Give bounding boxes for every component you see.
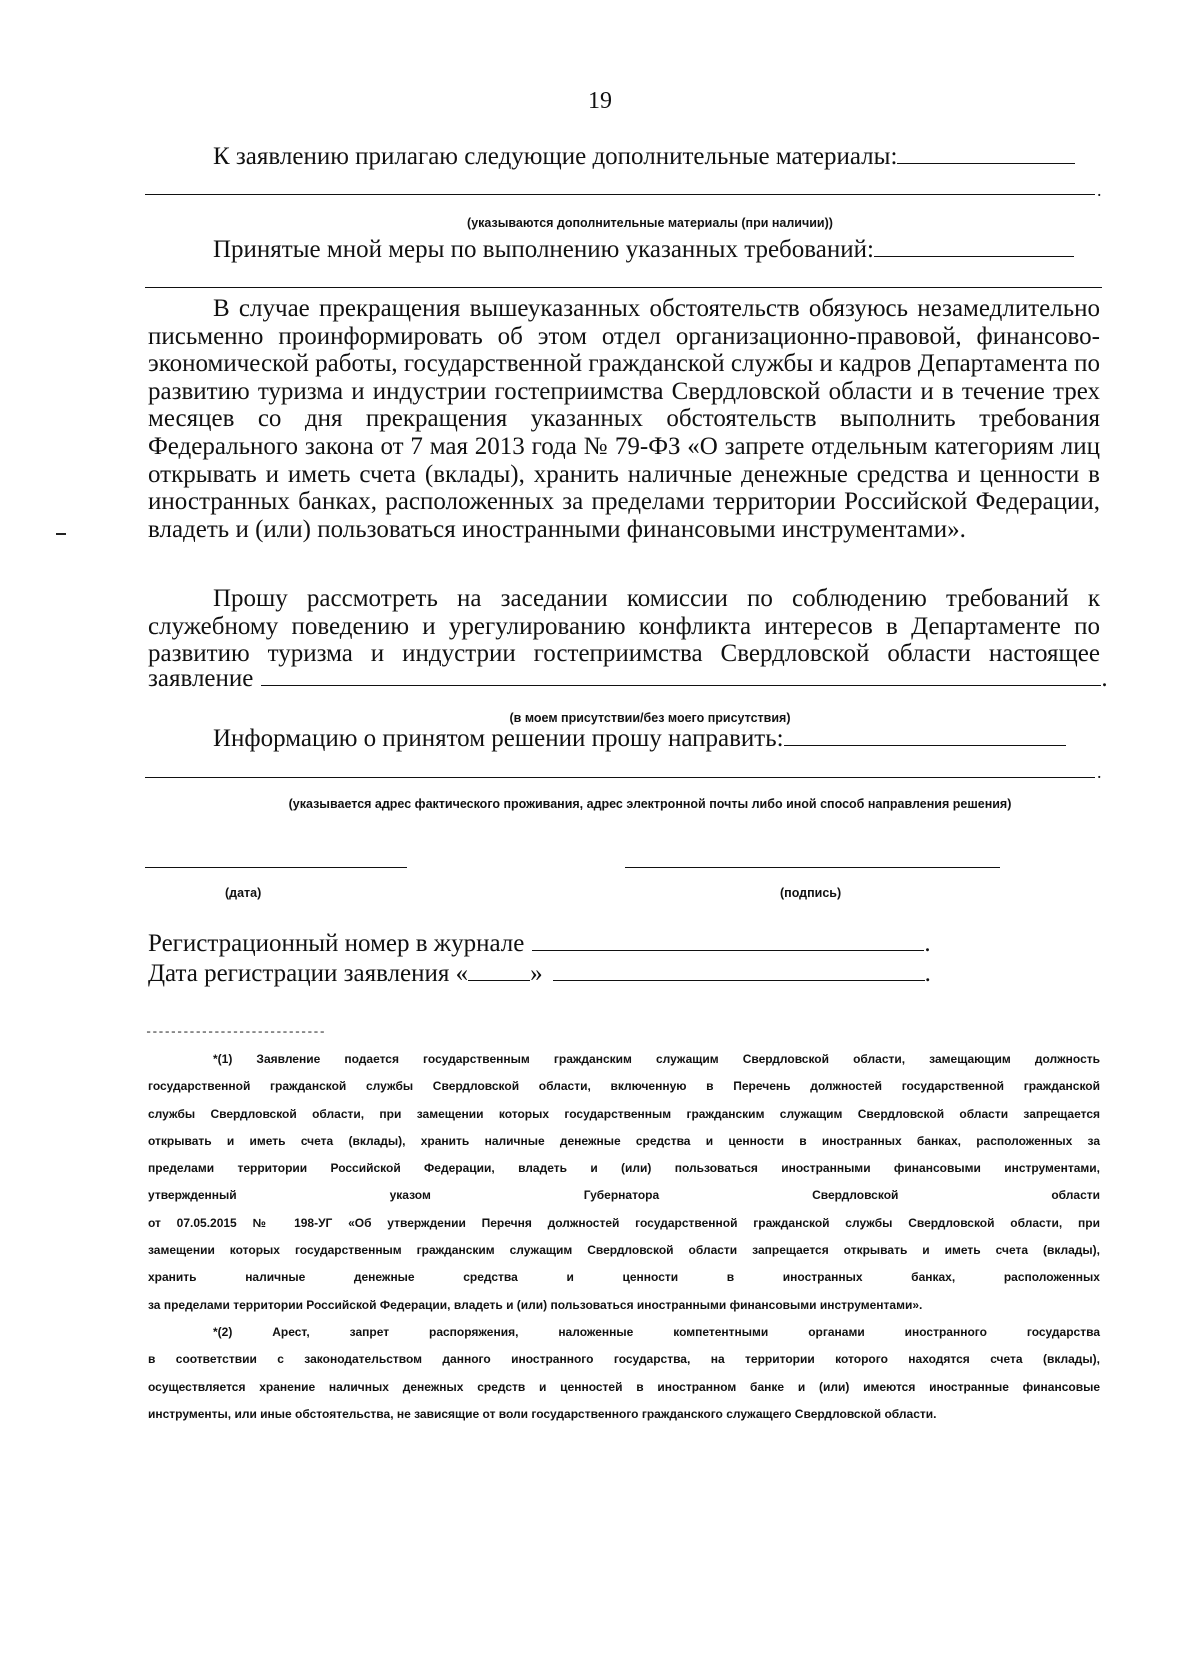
request-last-line: заявление . (148, 665, 1108, 692)
info-label: Информацию о принятом решении прошу направить: (213, 725, 784, 752)
reg-number-blank[interactable] (532, 946, 924, 951)
footnote-1-line-6: утвержденный указом Губернатора Свердловской области (148, 1188, 1100, 1203)
attachments-label: К заявлению прилагаю следующие дополнительные материалы: (213, 143, 898, 170)
footnote-2-line-2: в соответствии с законодательством данного иностранного государства, на территории которого находятся счета (вклады), (148, 1352, 1100, 1367)
footnote-1-line-8: замещении которых государственным гражданским служащим Свердловской области запрещается открывать и иметь счета (вклады), (148, 1243, 1100, 1258)
presence-blank[interactable] (261, 681, 1101, 686)
reg-number-label: Регистрационный номер в журнале (148, 930, 525, 957)
footnote-1-line-10: за пределами территории Российской Федерации, владеть и (или) пользоваться иностранными финансовыми инструментами». (148, 1297, 923, 1312)
footnote-2-line-3: осуществляется хранение наличных денежных средств и ценностей в иностранном банке и (или) имеются иностранные финансовые (148, 1379, 1100, 1394)
signature-line[interactable] (625, 867, 1000, 868)
signature-caption: (подпись) (780, 886, 842, 900)
attachments-rule[interactable] (145, 194, 1095, 195)
measures-rule[interactable] (145, 287, 1102, 288)
footnote-2-line-1: *(2) Арест, запрет распоряжения, наложенные компетентными органами иностранного государства (213, 1325, 1100, 1339)
footnote-1-line-1: *(1) Заявление подается государственным гражданским служащим Свердловской области, замещающим должность (213, 1052, 1100, 1066)
footnote-1-line-3: службы Свердловской области, при замещении которых государственным гражданским служащим Свердловской области запрещается (148, 1106, 1100, 1121)
address-caption: (указывается адрес фактического проживания, адрес электронной почты либо иной способ направления решения) (288, 797, 1012, 811)
footnote-1-line-7: от 07.05.2015 № 198-УГ «Об утверждении Перечня должностей государственной гражданской службы Свердловской области, при (148, 1215, 1100, 1230)
footnote-1-line-9: хранить наличные денежные средства и ценности в иностранных банках, расположенных (148, 1270, 1100, 1285)
measures-label: Принятые мной меры по выполнению указанных требований: (213, 236, 874, 263)
request-last-word: заявление (148, 665, 254, 692)
document-page: 19 К заявлению прилагаю следующие дополнительные материалы: . (указываются дополнительные материалы (при наличии)) Принятые мной меры по выполнению указанных требований: В случае прекращения вышеуказанных обстоятельств обязуюсь незамедлительно письменно проинформировать об этом отдел организационно-правовой, финансово-экономической работы, государственной гражданской службы и кадров Департамента по развитию туризма и индустрии гостеприимства Свердловской области и в течение трех месяцев со дня прекращения указанных обстоятельств выполнить требования Федерального закона от 7 мая 2013 года № 79-ФЗ «О запрете отдельным категориям лиц открывать и иметь счета (вклады), хранить наличные денежные средства и ценности в иностранных банках, расположенных за пределами территории Российской Федерации, владеть и (или) пользоваться иностранными финансовыми инструментами». Прошу рассмотреть на заседании комиссии по соблюдению требований к служебному поведению и урегулированию конфликта интересов в Департаменте по развитию туризма и индустрии гостеприимства Свердловской области настоящее заявление . (в моем присутствии/без моего присутствия) Информацию о принятом решении прошу направить: . (указывается адрес фактического проживания, адрес электронной почты либо иной способ направления решения) (дата) (подпись) Регистрационный номер в журнале . Дата регистрации заявления « » . ----------------------------- *(1) Заявление подается государственным гражданским служащим Свердловской области, замещающим должность государственной гражданской службы Свердловской области, включенную в Перечень должностей государственной гражданской службы Свердловской области, при замещении которых государственным гражданским служащим Свердловской области запрещается открывать и иметь счета (вклады), хранить наличные денежные средства и ценности в иностранных банках, расположенных за пределами территории Российской Федерации, владеть и (или) пользоваться иностранными финансовыми инструментами, утвержденный указом Губернатора Свердловской области от 07.05.2015 № 198-УГ «Об утверждении Перечня должностей государственной гражданской службы Свердловской области, при замещении которых государственным гражданским служащим Свердловской области запрещается открывать и иметь счета (вклады), хранить наличные денежные средства и ценности в иностранных банках, расположенных за пределами территории Российской Федерации, владеть и (или) пользоваться иностранными финансовыми инструментами». *(2) Арест, запрет распоряжения, наложенные компетентными органами иностранного государства в соответствии с законодательством данного иностранного государства, на территории которого находятся счета (вклады), осуществляется хранение наличных денежных средств и ценностей в иностранном банке и (или) имеются иностранные финансовые инструменты, или иные обстоятельства, не зависящие от воли государственного гражданского служащего Свердловской области. (0, 0, 1200, 1673)
reg-date-label-end: » (530, 960, 543, 987)
info-line (213, 725, 1066, 753)
footnote-1-line-4: открывать и иметь счета (вклады), хранить наличные денежные средства и ценности в иностранных банках, расположенных за (148, 1133, 1100, 1148)
reg-date-line: Дата регистрации заявления « » . (148, 960, 931, 987)
footnote-2-line-4: инструменты, или иные обстоятельства, не зависящие от воли государственного гражданского служащего Свердловской области. (148, 1406, 937, 1421)
footnote-1 (148, 1046, 1100, 1319)
info-rule[interactable] (145, 777, 1095, 778)
attachments-blank[interactable] (897, 159, 1075, 164)
presence-caption: (в моем присутствии/без моего присутствия) (509, 711, 791, 725)
footnote-2 (148, 1319, 1100, 1428)
footnote-1-line-5: пределами территории Российской Федерации, владеть и (или) пользоваться иностранными финансовыми инструментами, (148, 1161, 1100, 1176)
date-caption: (дата) (225, 886, 262, 900)
paragraph-request: Прошу рассмотреть на заседании комиссии по соблюдению требований к служебному поведению и урегулированию конфликта интересов в Департаменте по развитию туризма и индустрии гостеприимства Свердловской области настоящее (148, 585, 1100, 668)
reg-date-day-blank[interactable] (468, 976, 530, 981)
paragraph-obligation: В случае прекращения вышеуказанных обстоятельств обязуюсь незамедлительно письменно проинформировать об этом отдел организационно-правовой, финансово-экономической работы, государственной гражданской службы и кадров Департамента по развитию туризма и индустрии гостеприимства Свердловской области и в течение трех месяцев со дня прекращения указанных обстоятельств выполнить требования Федерального закона от 7 мая 2013 года № 79-ФЗ «О запрете отдельным категориям лиц открывать и иметь счета (вклады), хранить наличные денежные средства и ценности в иностранных банках, расположенных за пределами территории Российской Федерации, владеть и (или) пользоваться иностранными финансовыми инструментами». (148, 295, 1100, 543)
page-number: 19 (588, 88, 612, 114)
reg-date-label-start: Дата регистрации заявления « (148, 960, 469, 987)
attachments-caption: (указываются дополнительные материалы (при наличии)) (467, 216, 833, 230)
margin-mark (56, 533, 66, 535)
date-line[interactable] (145, 867, 407, 868)
footnote-1-line-2: государственной гражданской службы Свердловской области, включенную в Перечень должностей государственной гражданской (148, 1079, 1100, 1094)
measures-blank[interactable] (874, 252, 1074, 257)
reg-number-line: Регистрационный номер в журнале . (148, 930, 931, 957)
info-blank[interactable] (784, 741, 1066, 746)
footnote-separator: ----------------------------- (145, 1025, 325, 1039)
attachments-line (213, 143, 1075, 171)
reg-date-blank[interactable] (553, 976, 925, 981)
measures-line (213, 236, 1074, 264)
